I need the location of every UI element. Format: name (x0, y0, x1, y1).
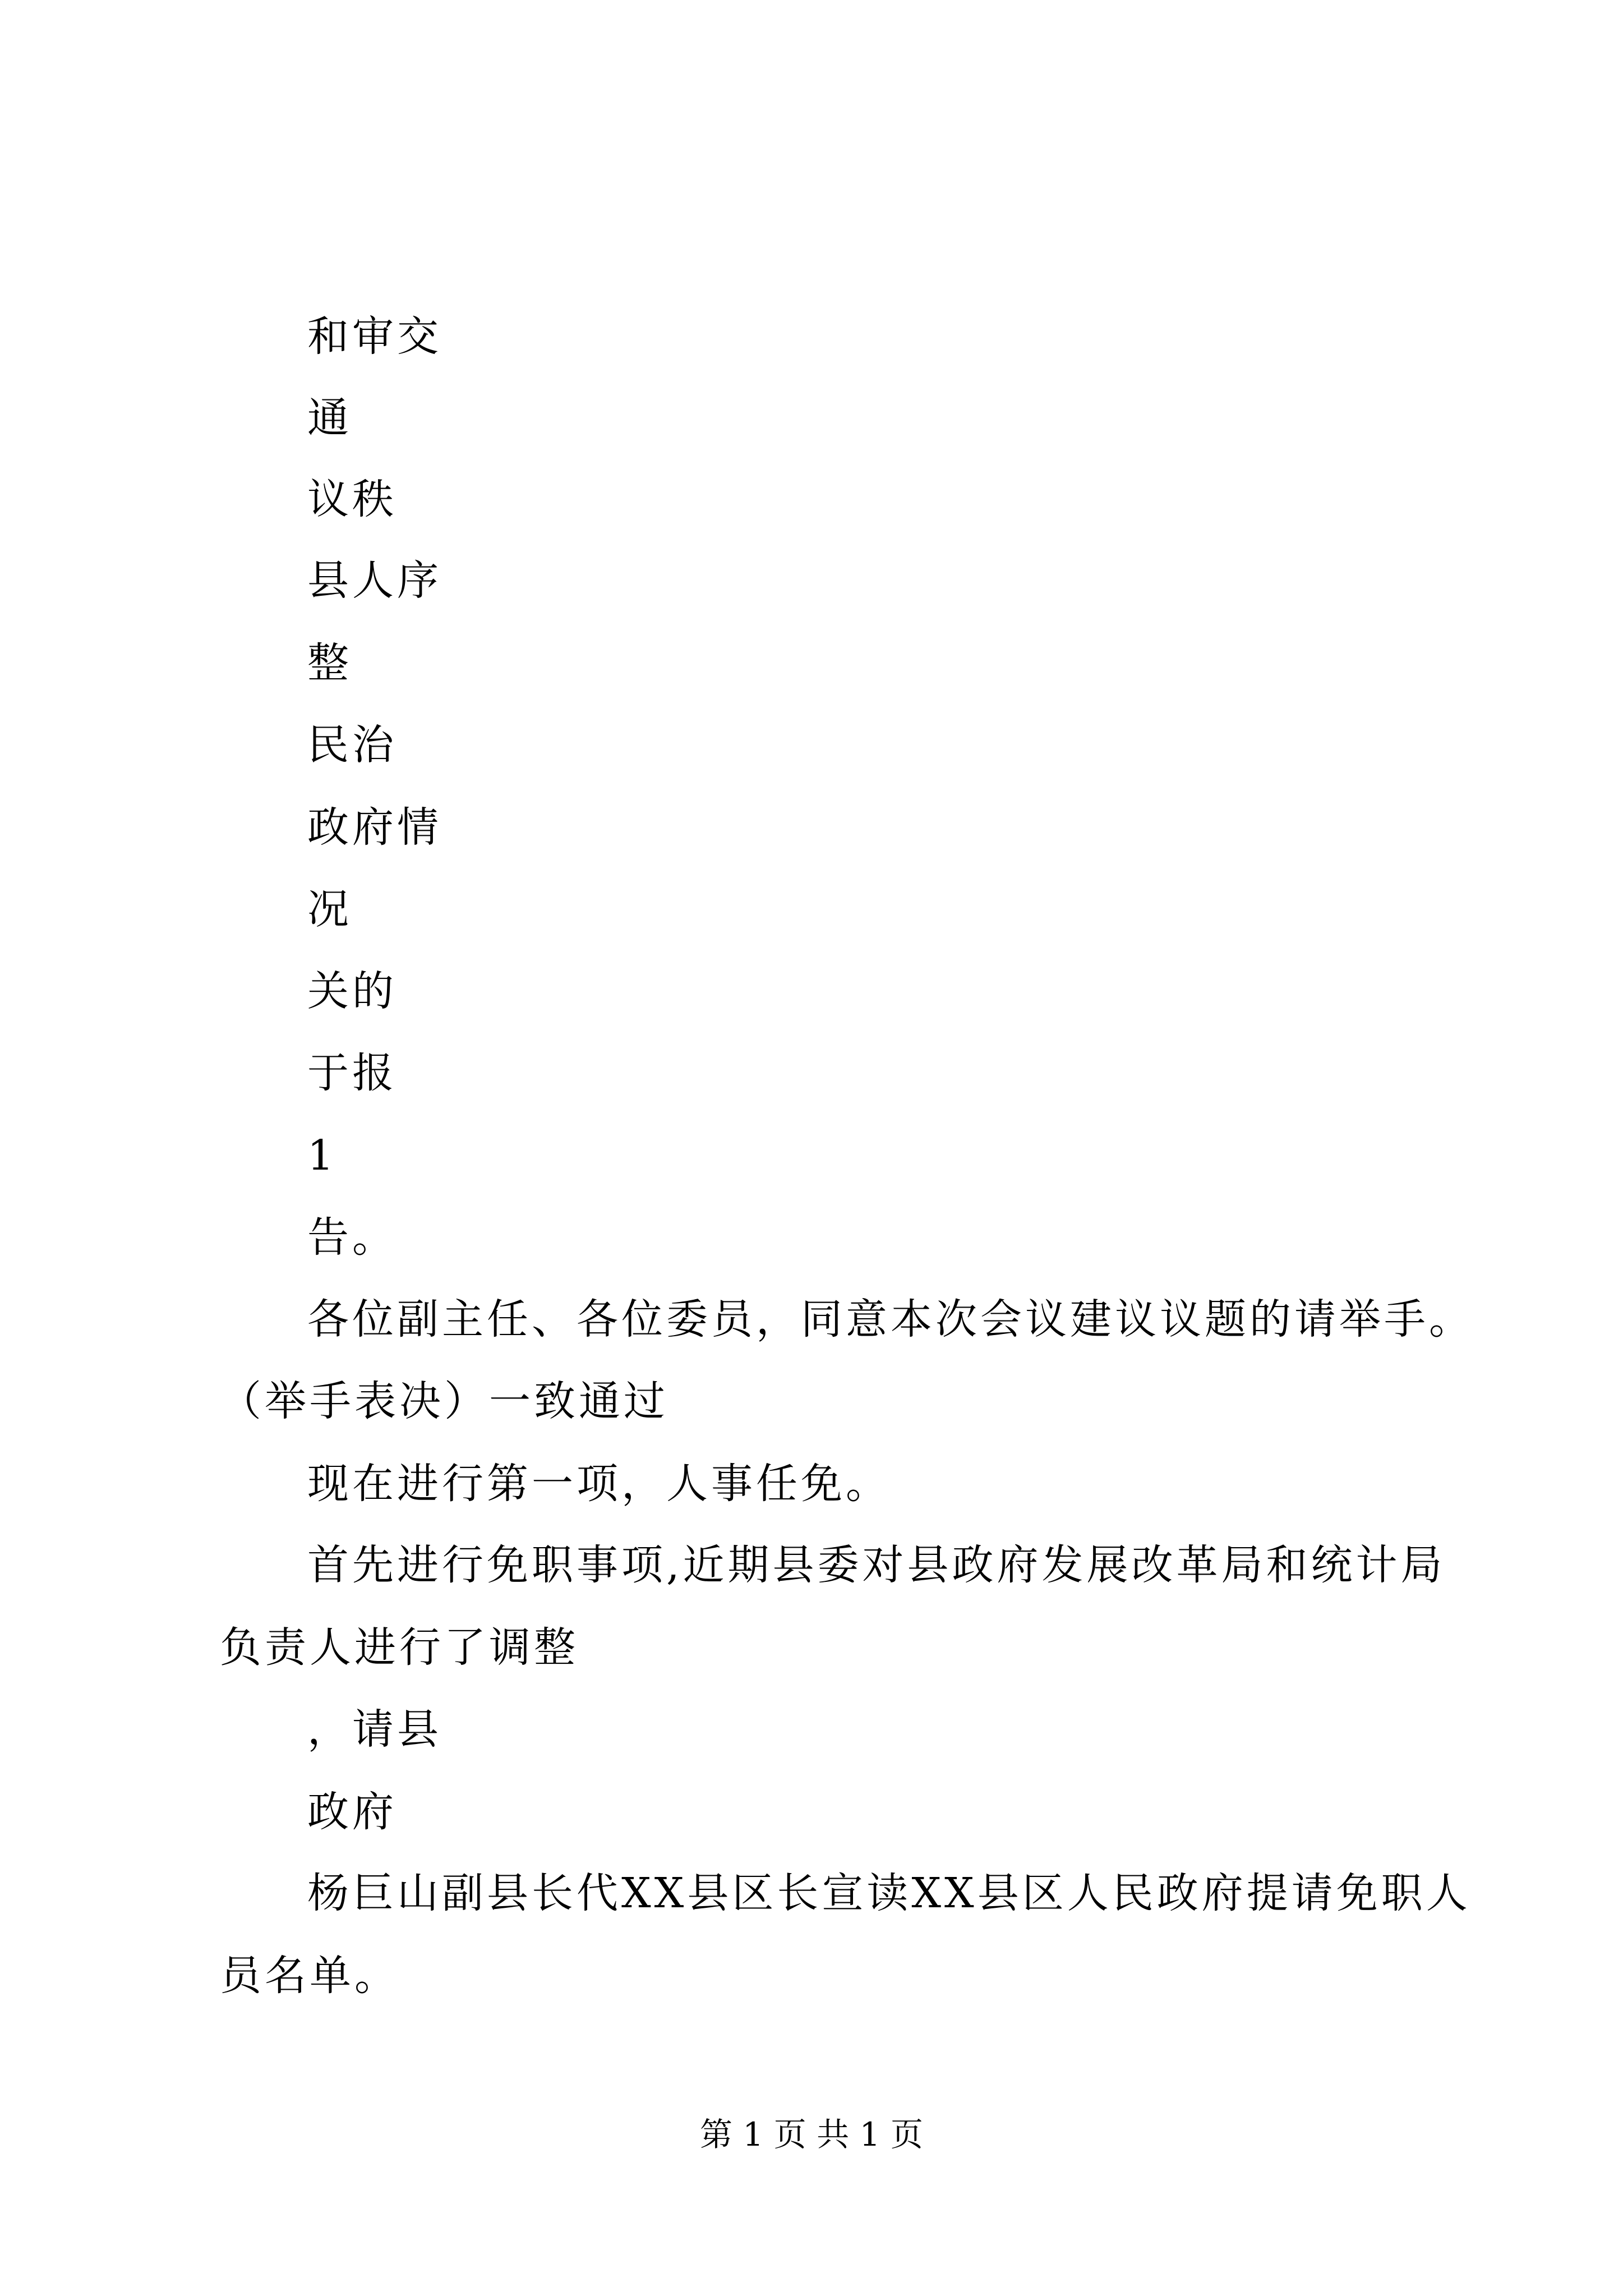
paragraph-reading-line2: 员名单。 (220, 1952, 399, 2000)
vertical-fragment: 通 (307, 394, 352, 442)
paragraph-dismissal-line2: 负责人进行了调整 (220, 1623, 579, 1672)
paragraph-item-one: 现在进行第一项，人事任免。 (307, 1460, 891, 1508)
paragraph-vote-line1: 各位副主任、各位委员，同意本次会议建议议题的请举手。 (307, 1295, 1474, 1343)
paragraph-dismissal-line1: 首先进行免职事项,近期县委对县政府发展改革局和统计局 (307, 1541, 1446, 1589)
vertical-fragment: 政府情 (307, 803, 442, 852)
vertical-fragment: 况 (307, 885, 352, 933)
vertical-fragment: 关的 (307, 967, 397, 1015)
paragraph-request-fragment1: ，请县 (307, 1705, 442, 1754)
vertical-fragment: 和审交 (307, 312, 442, 361)
vertical-fragment: 于报 (307, 1049, 397, 1097)
vertical-fragment: 整 (307, 639, 352, 687)
paragraph-vote-line2: （举手表决）一致通过 (220, 1377, 668, 1425)
paragraph-reading-line1: 杨巨山副县长代XX县区长宣读XX县区人民政府提请免职人 (307, 1869, 1471, 1917)
vertical-fragment: 县人序 (307, 556, 442, 605)
vertical-fragment: 议秩 (307, 475, 397, 523)
vertical-fragment: 民治 (307, 721, 397, 769)
paragraph-request-fragment2: 政府 (307, 1788, 397, 1836)
vertical-fragment: 1 (307, 1131, 338, 1180)
page-footer: 第 1 页 共 1 页 (700, 2115, 923, 2154)
vertical-fragment: 告。 (307, 1213, 397, 1262)
